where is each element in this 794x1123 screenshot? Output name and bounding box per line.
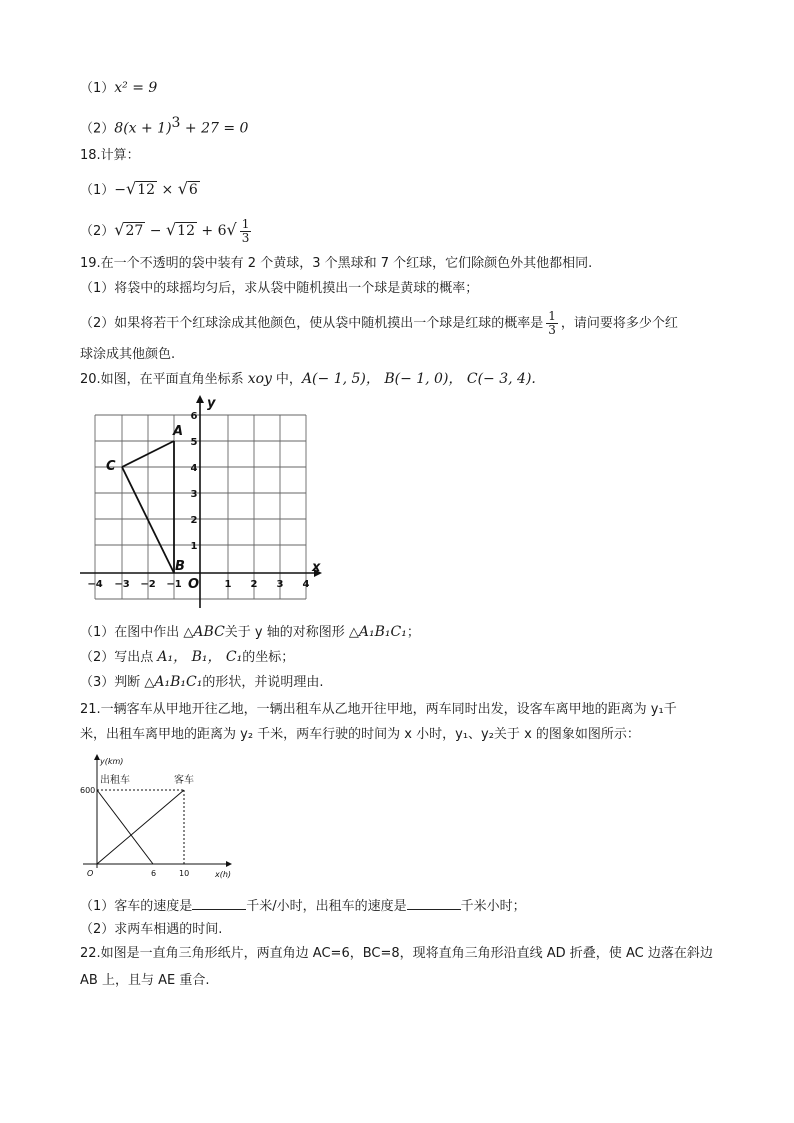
- text: 关于 y 轴的对称图形 △: [224, 625, 359, 640]
- x-tick: −4: [87, 579, 103, 590]
- q20-part3: [80, 673, 324, 692]
- q20-part1: [80, 623, 420, 642]
- answer-blank[interactable]: [192, 897, 246, 910]
- equation-part: + 27 = 0: [180, 120, 249, 137]
- y-axis-label: y: [207, 396, 216, 411]
- q21-part1: [80, 897, 526, 916]
- y-600-label: 600: [80, 786, 96, 795]
- x-tick: 2: [250, 579, 258, 590]
- point-a-label: A: [173, 424, 184, 439]
- bus-line: [97, 790, 184, 864]
- q22-line1: 22.如图是一直角三角形纸片，两直角边 AC=6，BC=8，现将直角三角形沿直线 AD 折叠，使 AC 边落在斜边: [80, 946, 713, 961]
- q17-part1: [80, 79, 157, 98]
- taxi-label: 出租车: [100, 775, 130, 786]
- denominator: 3: [241, 231, 250, 245]
- y-axis-label: y(km): [100, 757, 124, 766]
- q21-part2: （2）求两车相遇的时间.: [80, 922, 223, 937]
- equation-part: 8(x + 1): [114, 120, 172, 137]
- text: （1）在图中作出 △: [80, 625, 194, 640]
- y-tick: 1: [190, 541, 198, 552]
- label: （2）: [80, 121, 115, 137]
- text: （2）如果将若干个红球涂成其他颜色，使从袋中随机摸出一个球是红球的概率是: [80, 316, 544, 331]
- q19-part1: （1）将袋中的球摇均匀后，求从袋中随机摸出一个球是黄球的概率；: [80, 281, 479, 296]
- text: ，请问要将多少个红: [560, 316, 678, 331]
- denominator: 3: [548, 323, 556, 337]
- q17-part2: [80, 114, 248, 138]
- radicand: 27: [125, 223, 144, 239]
- q18-part2: [80, 218, 254, 245]
- x-6-label: 6: [151, 869, 157, 878]
- q19-part2: [80, 310, 678, 337]
- radicand: 6: [188, 182, 198, 198]
- text: 千米/小时，出租车的速度是: [246, 899, 407, 914]
- distance-time-graph: [78, 752, 243, 887]
- x-arrow-icon: [226, 861, 232, 867]
- q18-title: 18.计算：: [80, 148, 140, 163]
- fraction: [240, 218, 252, 245]
- y-tick: 5: [190, 437, 198, 448]
- q20-part2: [80, 648, 294, 667]
- x-axis-label: x(h): [215, 870, 232, 879]
- math: ABC: [193, 624, 225, 640]
- text: 20.如图，在平面直角坐标系: [80, 372, 244, 387]
- label: （1）: [80, 81, 115, 96]
- y-arrow-icon: [196, 395, 204, 403]
- minus-sign: −: [145, 223, 166, 239]
- numerator: 1: [241, 217, 250, 231]
- y-tick: 6: [190, 411, 198, 422]
- y-tick: 3: [190, 489, 198, 500]
- answer-blank[interactable]: [407, 897, 461, 910]
- math: A₁B₁C₁: [358, 624, 407, 640]
- exponent: 3: [171, 115, 181, 131]
- x-tick: −3: [114, 579, 130, 590]
- math: xoy: [247, 371, 272, 387]
- bus-label: 客车: [174, 775, 194, 786]
- radical-icon: √: [126, 179, 137, 198]
- radicand: 12: [137, 182, 156, 198]
- x-tick: −1: [166, 579, 182, 590]
- text: （2）写出点: [80, 650, 158, 665]
- math: A₁B₁C₁: [154, 674, 203, 690]
- y-tick: 2: [190, 515, 198, 526]
- times-sign: ×: [157, 182, 178, 198]
- origin-label: O: [87, 869, 94, 878]
- radical-icon: √: [226, 220, 237, 239]
- x-tick: −2: [140, 579, 156, 590]
- x-axis-label: x: [312, 560, 321, 575]
- q21-title-line1: 21.一辆客车从甲地开往乙地，一辆出租车从乙地开往甲地，两车同时出发，设客车离甲地的距离为 y₁千: [80, 702, 677, 717]
- radical-icon: √: [165, 220, 177, 239]
- minus-sign: −: [114, 182, 127, 198]
- numerator: 1: [548, 309, 556, 323]
- label: （1）: [80, 183, 115, 198]
- fraction: [546, 310, 558, 337]
- math: A₁， B₁， C₁: [157, 649, 243, 665]
- q22-line2: AB 上，且与 AE 重合.: [80, 973, 210, 988]
- coordinate-graph: [78, 393, 328, 615]
- text: （3）判断 △: [80, 675, 155, 690]
- q20-title: [80, 370, 536, 389]
- q19-title: 19.在一个不透明的袋中装有 2 个黄球，3 个黑球和 7 个红球，它们除颜色外其他都相同.: [80, 256, 593, 271]
- x-tick: 4: [302, 579, 310, 590]
- text: ；: [406, 625, 420, 640]
- point-b-label: B: [175, 559, 185, 574]
- label: （2）: [80, 224, 115, 239]
- x-tick: 1: [224, 579, 232, 590]
- q21-title-line2: 米，出租车离甲地的距离为 y₂ 千米，两车行驶的时间为 x 小时，y₁、y₂关于 x 的图象如图所示：: [80, 727, 640, 742]
- q18-part1: [80, 180, 200, 200]
- plus-term: + 6: [196, 223, 227, 239]
- radical-icon: √: [114, 220, 125, 239]
- text: 的形状，并说明理由.: [202, 675, 324, 690]
- equation: x² = 9: [114, 80, 158, 96]
- radical-icon: √: [177, 179, 188, 198]
- text: 的坐标；: [242, 650, 295, 665]
- x-tick: 3: [276, 579, 284, 590]
- text: （1）客车的速度是: [80, 899, 193, 914]
- text: 中，: [275, 372, 302, 387]
- point-c-label: C: [106, 459, 116, 474]
- origin-label: O: [188, 577, 200, 592]
- text: 千米小时；: [460, 899, 526, 914]
- radicand: 12: [177, 223, 195, 239]
- taxi-line: [97, 790, 153, 864]
- points: A(− 1, 5)， B(− 1, 0)， C(− 3, 4).: [301, 371, 536, 387]
- x-10-label: 10: [179, 869, 190, 878]
- q19-part2-cont: 球涂成其他颜色.: [80, 347, 176, 362]
- y-tick: 4: [190, 463, 198, 474]
